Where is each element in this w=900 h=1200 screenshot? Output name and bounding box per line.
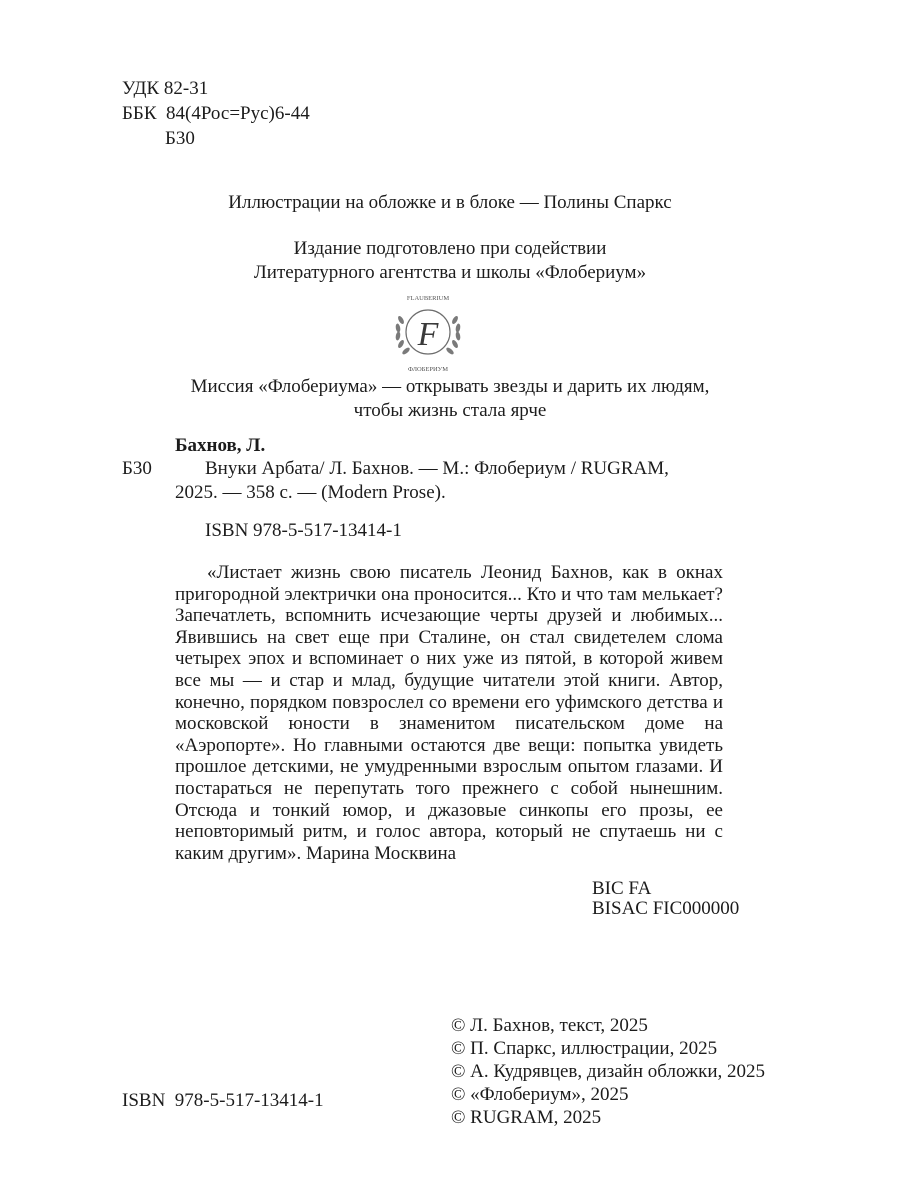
illustrations-credit: Иллюстрации на обложке и в блоке — Полины Спаркс (228, 192, 672, 213)
copyright-cover-design: © А. Кудрявцев, дизайн обложки, 2025 (451, 1061, 765, 1082)
svg-text:ФЛОБЕРИУМ: ФЛОБЕРИУМ (407, 366, 449, 373)
flauberium-logo (386, 290, 470, 374)
copyright-flauberium: © «Флобериум», 2025 (451, 1084, 629, 1105)
prepared-line-1: Издание подготовлено при содействии (293, 238, 607, 259)
footer-isbn: ISBN 978-5-517-13414-1 (122, 1090, 324, 1111)
catalog-author: Бахнов, Л. (175, 435, 266, 456)
mission-line-2: чтобы жизнь стала ярче (353, 400, 547, 421)
copyright-rugram: © RUGRAM, 2025 (451, 1107, 602, 1128)
catalog-entry-line-1: Внуки Арбата/ Л. Бахнов. — М.: Флобериум / RUGRAM, (205, 458, 669, 479)
udk-code: УДК 82-31 (122, 78, 209, 99)
bisac-code: BISAC FIC000000 (592, 898, 740, 919)
svg-text:F: F (417, 316, 439, 353)
catalog-entry-line-2: 2025. — 358 с. — (Modern Prose). (175, 482, 446, 503)
copyright-text: © Л. Бахнов, текст, 2025 (451, 1015, 648, 1036)
catalog-isbn: ISBN 978-5-517-13414-1 (205, 520, 402, 541)
copyright-illustrations: © П. Спаркс, иллюстрации, 2025 (451, 1038, 718, 1059)
mission-line-1: Миссия «Флобериума» — открывать звезды и дарить их людям, (190, 376, 710, 397)
flauberium-logo-icon (386, 290, 470, 374)
bbk-code: ББК 84(4Рос=Рус)6-44 (122, 103, 310, 124)
author-mark: Б30 (165, 128, 195, 149)
bic-code: BIC FA (592, 878, 652, 899)
svg-text:FLAUBERIUM: FLAUBERIUM (406, 295, 450, 302)
book-annotation: «Листает жизнь свою писатель Леонид Бахнов, как в окнах пригородной электрички она проносится... Кто и что там мелькает? Запечатлеть, вспомнить исчезающие черты друзей и любимых... Явившись на свет еще при Сталине, он стал свидетелем слома четырех эпох и вспоминает о них уже из пятой, в которой живем все мы — и стар и млад, будущие читатели этой книги. Автор, конечно, порядком повзрослел со времени его уфимского детства и московской юности в знаменитом писательском доме на «Аэропорте». Но главными остаются две вещи: попытка увидеть прошлое детскими, не умудренными взрослым опытом глазами. И постараться не перепутать того прежнего с собой нынешним. Отсюда и тонкий юмор, и джазовые синкопы его прозы, ее неповторимый ритм, и голос автора, который не спутаешь ни с каким другим». Марина Москвина (175, 562, 723, 864)
catalog-author-mark: Б30 (122, 458, 152, 479)
prepared-line-2: Литературного агентства и школы «Флобериум» (253, 262, 647, 283)
